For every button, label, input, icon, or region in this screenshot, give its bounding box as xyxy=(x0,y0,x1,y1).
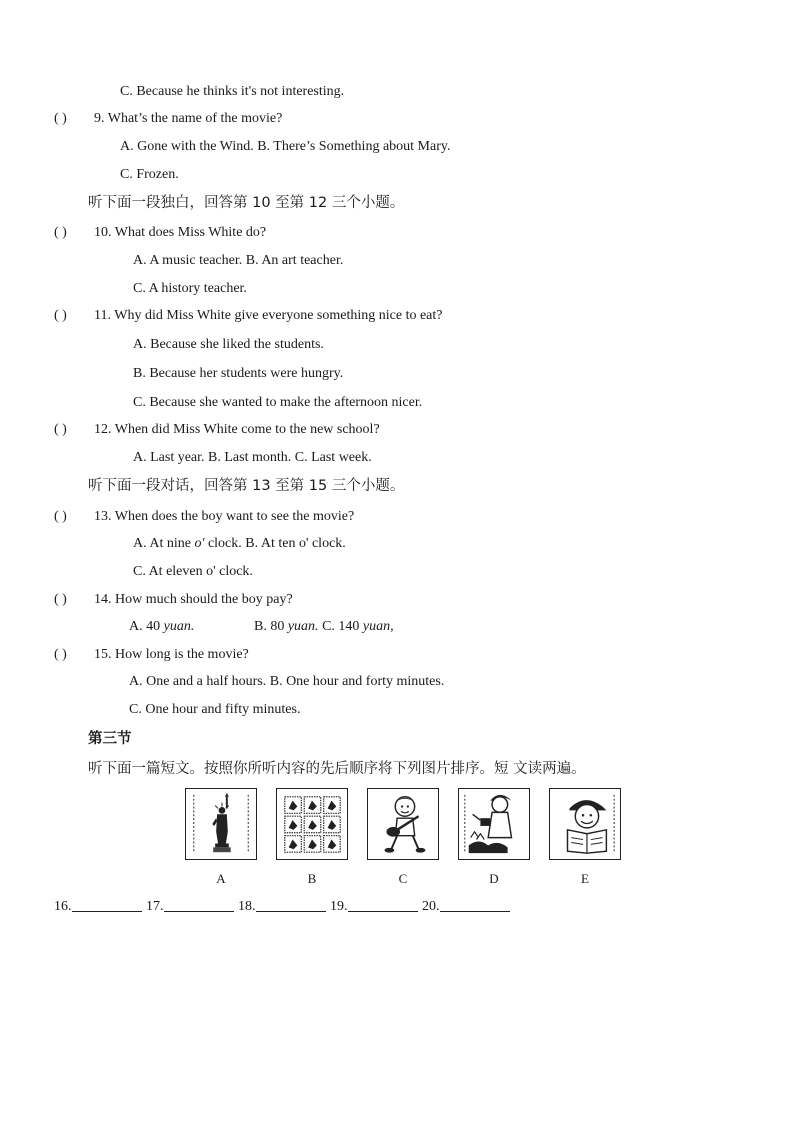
q9-options-ab: A. Gone with the Wind. B. There’s Something about Mary. xyxy=(120,139,451,154)
q8-option-c: C. Because he thinks it's not interesting. xyxy=(120,84,345,99)
q14-a-unit: yuan. xyxy=(163,619,195,634)
section-title: 第三节 xyxy=(88,731,132,747)
q11-option-a: A. Because she liked the students. xyxy=(133,337,324,352)
q10-answer-paren[interactable]: ( ) xyxy=(54,225,67,240)
q13-answer-paren[interactable]: ( ) xyxy=(54,509,67,524)
boy-playing-guitar-icon xyxy=(367,788,439,860)
q15-answer-paren[interactable]: ( ) xyxy=(54,647,67,662)
q14-option-a xyxy=(129,618,194,636)
q15-option-c: C. One hour and fifty minutes. xyxy=(129,702,301,717)
instruction-monologue: 听下面一段独白，回答第 10 至第 12 三个小题。 xyxy=(88,195,405,211)
blank-line[interactable] xyxy=(164,897,234,912)
q13-option-c: C. At eleven o' clock. xyxy=(133,564,253,579)
blank-number: 16. xyxy=(54,899,72,914)
q10-option-c: C. A history teacher. xyxy=(133,281,247,296)
q9-question: 9. What’s the name of the movie? xyxy=(94,111,283,126)
blank-number: 20. xyxy=(422,899,440,914)
q11-answer-paren[interactable]: ( ) xyxy=(54,308,67,323)
q9-option-c: C. Frozen. xyxy=(120,167,179,182)
q13-question: 13. When does the boy want to see the movie? xyxy=(94,509,355,524)
picture-label-b: B xyxy=(307,871,317,886)
q12-options: A. Last year. B. Last month. C. Last week. xyxy=(133,450,372,465)
statue-of-liberty-icon xyxy=(185,788,257,860)
q13-option-a-italic: o' xyxy=(194,536,205,551)
q13-option-a-post: clock. B. At ten o' clock. xyxy=(204,536,346,551)
q13-options-ab xyxy=(133,535,346,553)
q14-b-num: B. 80 xyxy=(254,619,288,634)
q11-option-b: B. Because her students were hungry. xyxy=(133,366,344,381)
q14-question: 14. How much should the boy pay? xyxy=(94,592,293,607)
q11-question: 11. Why did Miss White give everyone something nice to eat? xyxy=(94,308,443,323)
answer-blank-20[interactable] xyxy=(422,897,510,916)
picture-label-e: E xyxy=(581,871,589,886)
q9-answer-paren[interactable]: ( ) xyxy=(54,111,67,126)
blank-line[interactable] xyxy=(72,897,142,912)
q14-c-unit: yuan, xyxy=(362,619,394,634)
instruction-dialogue: 听下面一段对话，回答第 13 至第 15 三个小题。 xyxy=(88,478,405,494)
q14-option-b-c xyxy=(254,618,394,636)
q14-b-unit: yuan. xyxy=(287,619,319,634)
blank-line[interactable] xyxy=(348,897,418,912)
answer-blank-19[interactable] xyxy=(330,897,418,916)
blank-line[interactable] xyxy=(440,897,510,912)
blank-number: 17. xyxy=(146,899,164,914)
boy-reading-book-icon xyxy=(549,788,621,860)
q14-c-num: C. 140 xyxy=(322,619,363,634)
blank-number: 19. xyxy=(330,899,348,914)
q13-option-a-pre: A. At nine xyxy=(133,536,195,551)
q14-a-num: A. 40 xyxy=(129,619,164,634)
q12-answer-paren[interactable]: ( ) xyxy=(54,422,67,437)
q15-question: 15. How long is the movie? xyxy=(94,647,249,662)
picture-label-c: C xyxy=(398,871,408,886)
instruction-passage: 听下面一篇短文。按照你所听内容的先后顺序将下列图片排序。短 文读两遍。 xyxy=(88,761,586,777)
blank-number: 18. xyxy=(238,899,256,914)
picture-label-a: A xyxy=(216,871,226,886)
picture-label-d: D xyxy=(489,871,499,886)
q11-option-c: C. Because she wanted to make the afternoon nicer. xyxy=(133,395,423,410)
answer-blank-17[interactable] xyxy=(146,897,234,916)
blank-line[interactable] xyxy=(256,897,326,912)
girl-watering-flowers-icon xyxy=(458,788,530,860)
q14-answer-paren[interactable]: ( ) xyxy=(54,592,67,607)
answer-blank-16[interactable] xyxy=(54,897,142,916)
answer-blank-18[interactable] xyxy=(238,897,326,916)
q10-options-ab: A. A music teacher. B. An art teacher. xyxy=(133,253,344,268)
stamps-icon xyxy=(276,788,348,860)
q10-question: 10. What does Miss White do? xyxy=(94,225,267,240)
q15-options-ab: A. One and a half hours. B. One hour and forty minutes. xyxy=(129,674,445,689)
q12-question: 12. When did Miss White come to the new school? xyxy=(94,422,380,437)
